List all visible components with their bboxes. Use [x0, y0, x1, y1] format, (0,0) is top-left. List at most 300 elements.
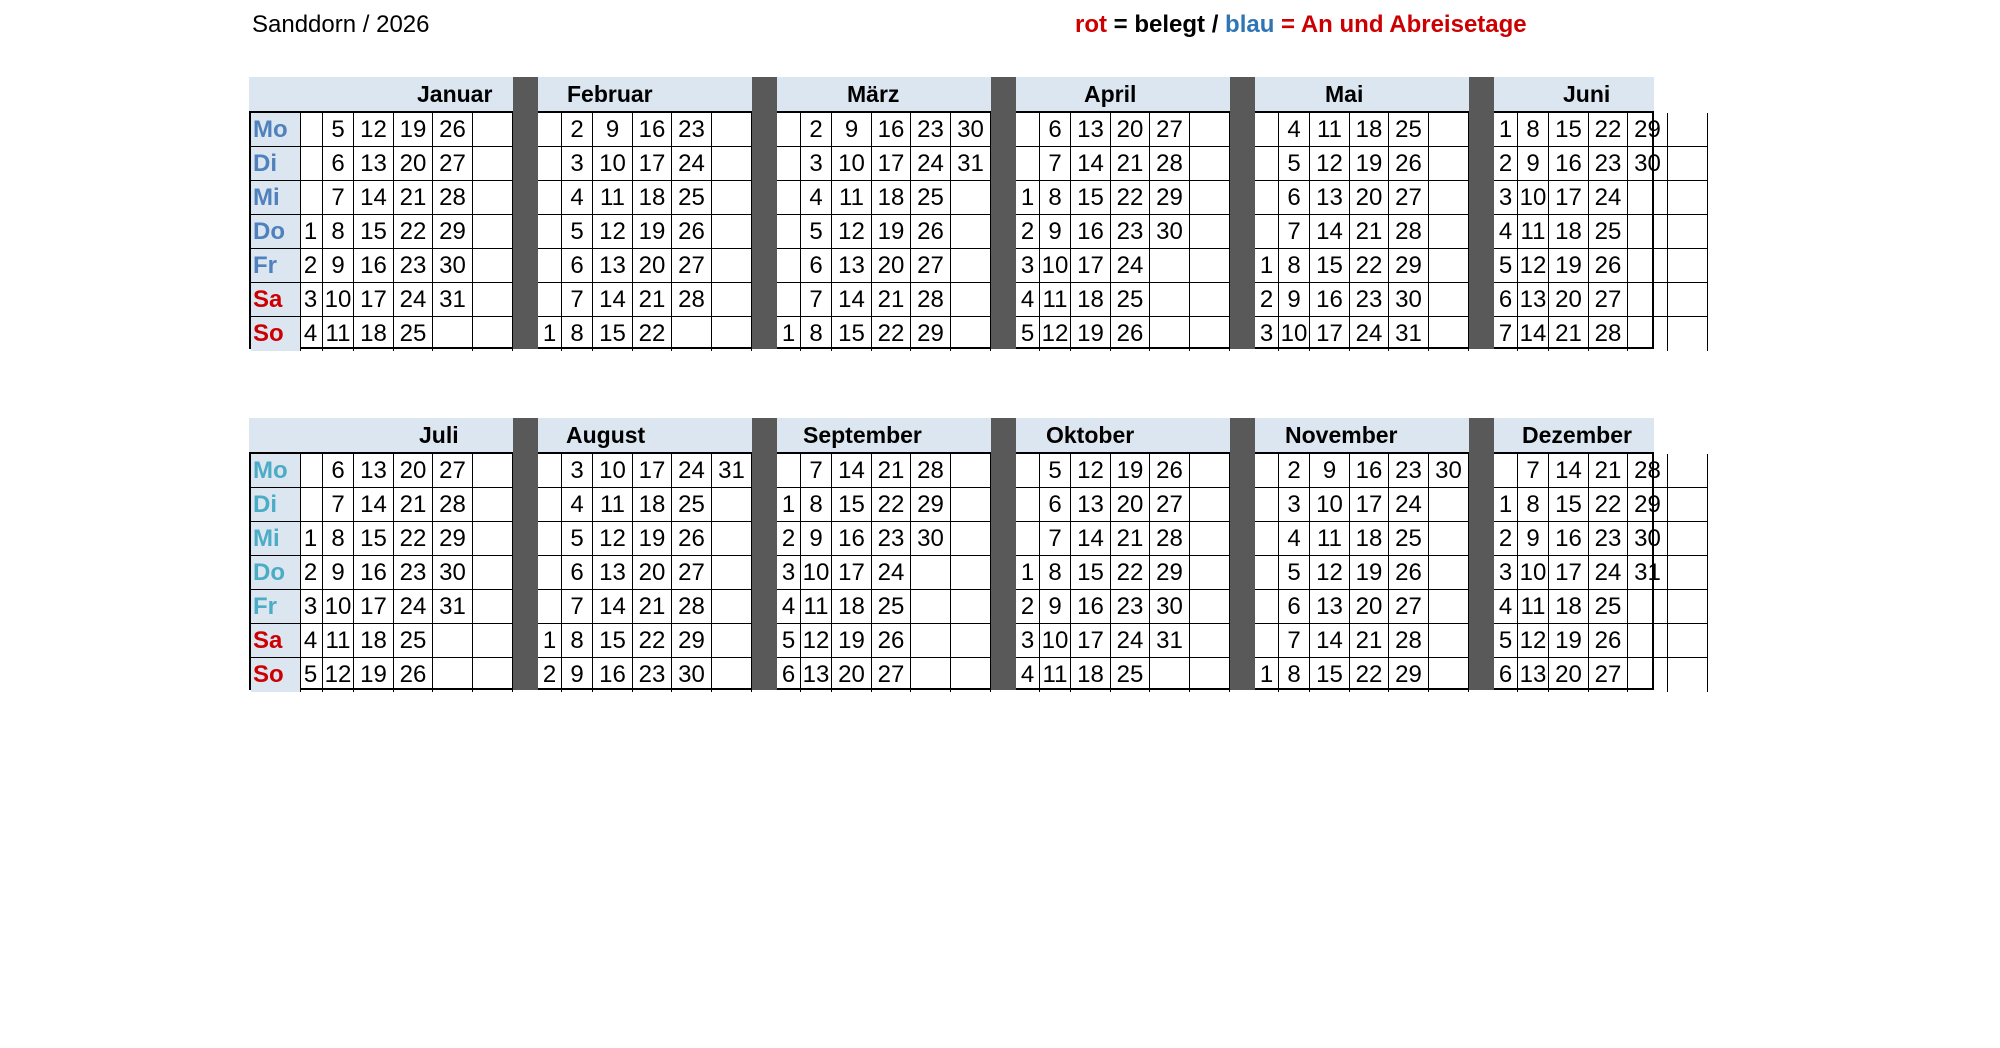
day-cell[interactable]: 5	[801, 215, 832, 249]
day-cell[interactable]	[1150, 658, 1190, 692]
day-cell[interactable]: 20	[1350, 590, 1389, 624]
day-cell[interactable]: 27	[1150, 488, 1190, 522]
day-cell[interactable]: 30	[1150, 215, 1190, 249]
day-cell[interactable]: 29	[433, 522, 473, 556]
day-cell[interactable]	[951, 658, 991, 692]
day-cell[interactable]: 31	[951, 147, 991, 181]
day-cell[interactable]: 29	[1389, 249, 1429, 283]
day-cell[interactable]: 15	[1310, 658, 1350, 692]
day-cell[interactable]: 28	[672, 590, 712, 624]
day-cell[interactable]: 6	[323, 147, 354, 181]
day-cell[interactable]: 25	[1389, 522, 1429, 556]
day-cell[interactable]: 24	[1389, 488, 1429, 522]
day-cell[interactable]	[1668, 488, 1708, 522]
day-cell[interactable]	[299, 147, 323, 181]
day-cell[interactable]: 12	[593, 215, 633, 249]
day-cell[interactable]: 4	[562, 181, 593, 215]
day-cell[interactable]	[473, 113, 513, 147]
day-cell[interactable]: 22	[1589, 113, 1628, 147]
day-cell[interactable]: 5	[1016, 317, 1040, 351]
day-cell[interactable]: 2	[1016, 215, 1040, 249]
day-cell[interactable]: 1	[1255, 249, 1279, 283]
day-cell[interactable]: 23	[1111, 215, 1150, 249]
day-cell[interactable]: 3	[1494, 556, 1518, 590]
day-cell[interactable]	[1429, 181, 1469, 215]
day-cell[interactable]: 8	[1518, 113, 1549, 147]
day-cell[interactable]: 13	[1071, 113, 1111, 147]
day-cell[interactable]: 27	[1589, 283, 1628, 317]
day-cell[interactable]: 10	[1040, 249, 1071, 283]
day-cell[interactable]: 13	[354, 147, 394, 181]
day-cell[interactable]	[911, 658, 951, 692]
day-cell[interactable]: 11	[1040, 658, 1071, 692]
day-cell[interactable]: 24	[672, 454, 712, 488]
day-cell[interactable]: 20	[832, 658, 872, 692]
day-cell[interactable]: 10	[1518, 181, 1549, 215]
day-cell[interactable]: 3	[1016, 249, 1040, 283]
day-cell[interactable]	[1668, 113, 1708, 147]
day-cell[interactable]	[473, 556, 513, 590]
day-cell[interactable]: 26	[872, 624, 911, 658]
day-cell[interactable]: 22	[394, 215, 433, 249]
day-cell[interactable]: 22	[1111, 556, 1150, 590]
day-cell[interactable]: 28	[911, 454, 951, 488]
day-cell[interactable]: 15	[354, 215, 394, 249]
day-cell[interactable]	[1255, 556, 1279, 590]
day-cell[interactable]: 31	[1150, 624, 1190, 658]
day-cell[interactable]: 19	[872, 215, 911, 249]
day-cell[interactable]: 4	[562, 488, 593, 522]
day-cell[interactable]: 18	[832, 590, 872, 624]
day-cell[interactable]	[1429, 317, 1469, 351]
day-cell[interactable]: 23	[1389, 454, 1429, 488]
day-cell[interactable]: 13	[354, 454, 394, 488]
day-cell[interactable]: 30	[951, 113, 991, 147]
day-cell[interactable]: 17	[633, 147, 672, 181]
day-cell[interactable]	[473, 488, 513, 522]
day-cell[interactable]	[951, 215, 991, 249]
day-cell[interactable]	[1628, 283, 1668, 317]
day-cell[interactable]: 19	[1111, 454, 1150, 488]
day-cell[interactable]: 2	[777, 522, 801, 556]
day-cell[interactable]	[1429, 624, 1469, 658]
day-cell[interactable]: 16	[1549, 522, 1589, 556]
day-cell[interactable]: 22	[872, 317, 911, 351]
day-cell[interactable]: 8	[323, 215, 354, 249]
day-cell[interactable]: 19	[1549, 624, 1589, 658]
day-cell[interactable]: 8	[562, 317, 593, 351]
day-cell[interactable]: 4	[1016, 658, 1040, 692]
day-cell[interactable]: 1	[1494, 113, 1518, 147]
day-cell[interactable]	[1255, 215, 1279, 249]
day-cell[interactable]: 28	[1628, 454, 1668, 488]
day-cell[interactable]: 1	[777, 488, 801, 522]
day-cell[interactable]: 28	[911, 283, 951, 317]
day-cell[interactable]	[1628, 317, 1668, 351]
day-cell[interactable]: 24	[394, 590, 433, 624]
day-cell[interactable]: 10	[323, 590, 354, 624]
day-cell[interactable]	[1190, 590, 1230, 624]
day-cell[interactable]: 18	[1071, 658, 1111, 692]
day-cell[interactable]: 8	[1279, 249, 1310, 283]
day-cell[interactable]: 26	[672, 522, 712, 556]
day-cell[interactable]: 15	[1071, 556, 1111, 590]
day-cell[interactable]: 20	[394, 454, 433, 488]
day-cell[interactable]: 11	[1040, 283, 1071, 317]
day-cell[interactable]: 7	[1279, 624, 1310, 658]
day-cell[interactable]: 21	[633, 283, 672, 317]
day-cell[interactable]: 9	[323, 556, 354, 590]
day-cell[interactable]: 25	[394, 317, 433, 351]
day-cell[interactable]	[951, 283, 991, 317]
day-cell[interactable]: 7	[801, 283, 832, 317]
day-cell[interactable]	[1016, 522, 1040, 556]
day-cell[interactable]: 23	[1111, 590, 1150, 624]
day-cell[interactable]: 27	[1389, 181, 1429, 215]
day-cell[interactable]	[1429, 522, 1469, 556]
day-cell[interactable]	[1255, 147, 1279, 181]
day-cell[interactable]: 3	[299, 590, 323, 624]
day-cell[interactable]: 11	[593, 181, 633, 215]
day-cell[interactable]: 13	[1071, 488, 1111, 522]
day-cell[interactable]: 26	[911, 215, 951, 249]
day-cell[interactable]: 17	[354, 283, 394, 317]
day-cell[interactable]: 8	[323, 522, 354, 556]
day-cell[interactable]: 25	[1589, 590, 1628, 624]
day-cell[interactable]: 20	[394, 147, 433, 181]
day-cell[interactable]: 26	[1389, 556, 1429, 590]
day-cell[interactable]: 15	[832, 317, 872, 351]
day-cell[interactable]: 25	[394, 624, 433, 658]
day-cell[interactable]	[1668, 590, 1708, 624]
day-cell[interactable]	[1429, 283, 1469, 317]
day-cell[interactable]: 14	[354, 181, 394, 215]
day-cell[interactable]: 7	[1040, 147, 1071, 181]
day-cell[interactable]	[1668, 522, 1708, 556]
day-cell[interactable]: 9	[1279, 283, 1310, 317]
day-cell[interactable]	[951, 522, 991, 556]
day-cell[interactable]: 9	[1040, 590, 1071, 624]
day-cell[interactable]	[1668, 215, 1708, 249]
day-cell[interactable]: 16	[1310, 283, 1350, 317]
day-cell[interactable]	[712, 215, 752, 249]
day-cell[interactable]: 3	[1494, 181, 1518, 215]
day-cell[interactable]: 23	[633, 658, 672, 692]
day-cell[interactable]: 19	[832, 624, 872, 658]
day-cell[interactable]	[1628, 181, 1668, 215]
day-cell[interactable]: 23	[672, 113, 712, 147]
day-cell[interactable]	[473, 590, 513, 624]
day-cell[interactable]: 24	[1111, 249, 1150, 283]
day-cell[interactable]: 7	[562, 590, 593, 624]
day-cell[interactable]: 16	[1350, 454, 1389, 488]
day-cell[interactable]	[1255, 590, 1279, 624]
day-cell[interactable]: 3	[801, 147, 832, 181]
day-cell[interactable]: 5	[562, 215, 593, 249]
day-cell[interactable]	[672, 317, 712, 351]
day-cell[interactable]: 20	[1350, 181, 1389, 215]
day-cell[interactable]: 12	[1518, 624, 1549, 658]
day-cell[interactable]: 20	[1549, 658, 1589, 692]
day-cell[interactable]: 25	[1589, 215, 1628, 249]
day-cell[interactable]: 12	[1071, 454, 1111, 488]
day-cell[interactable]: 28	[1150, 147, 1190, 181]
day-cell[interactable]: 13	[801, 658, 832, 692]
day-cell[interactable]: 26	[672, 215, 712, 249]
day-cell[interactable]: 28	[1589, 317, 1628, 351]
day-cell[interactable]	[473, 624, 513, 658]
day-cell[interactable]	[538, 454, 562, 488]
day-cell[interactable]: 1	[1016, 181, 1040, 215]
day-cell[interactable]: 18	[1350, 113, 1389, 147]
day-cell[interactable]: 4	[777, 590, 801, 624]
day-cell[interactable]: 14	[593, 283, 633, 317]
day-cell[interactable]: 19	[1350, 556, 1389, 590]
day-cell[interactable]: 2	[1494, 147, 1518, 181]
day-cell[interactable]	[777, 113, 801, 147]
day-cell[interactable]: 13	[832, 249, 872, 283]
day-cell[interactable]: 27	[433, 454, 473, 488]
day-cell[interactable]: 21	[633, 590, 672, 624]
day-cell[interactable]	[1255, 488, 1279, 522]
day-cell[interactable]: 16	[872, 113, 911, 147]
day-cell[interactable]: 15	[354, 522, 394, 556]
day-cell[interactable]: 30	[1429, 454, 1469, 488]
day-cell[interactable]: 19	[1350, 147, 1389, 181]
day-cell[interactable]: 30	[433, 249, 473, 283]
day-cell[interactable]: 14	[354, 488, 394, 522]
day-cell[interactable]: 26	[1589, 249, 1628, 283]
day-cell[interactable]: 30	[672, 658, 712, 692]
day-cell[interactable]: 21	[1111, 522, 1150, 556]
day-cell[interactable]	[1429, 215, 1469, 249]
day-cell[interactable]	[951, 454, 991, 488]
day-cell[interactable]: 3	[1279, 488, 1310, 522]
day-cell[interactable]: 3	[299, 283, 323, 317]
day-cell[interactable]: 9	[1040, 215, 1071, 249]
day-cell[interactable]	[1628, 249, 1668, 283]
day-cell[interactable]: 15	[593, 624, 633, 658]
day-cell[interactable]: 6	[1494, 283, 1518, 317]
day-cell[interactable]: 20	[633, 249, 672, 283]
day-cell[interactable]: 10	[593, 147, 633, 181]
day-cell[interactable]: 21	[872, 454, 911, 488]
day-cell[interactable]	[538, 249, 562, 283]
day-cell[interactable]	[1429, 590, 1469, 624]
day-cell[interactable]	[1190, 249, 1230, 283]
day-cell[interactable]: 25	[672, 488, 712, 522]
day-cell[interactable]: 9	[593, 113, 633, 147]
day-cell[interactable]: 23	[911, 113, 951, 147]
day-cell[interactable]	[911, 556, 951, 590]
day-cell[interactable]: 25	[1389, 113, 1429, 147]
day-cell[interactable]: 5	[1040, 454, 1071, 488]
day-cell[interactable]: 14	[593, 590, 633, 624]
day-cell[interactable]: 2	[299, 249, 323, 283]
day-cell[interactable]: 7	[1518, 454, 1549, 488]
day-cell[interactable]: 14	[1549, 454, 1589, 488]
day-cell[interactable]: 24	[394, 283, 433, 317]
day-cell[interactable]: 9	[323, 249, 354, 283]
day-cell[interactable]: 1	[777, 317, 801, 351]
day-cell[interactable]: 8	[1040, 181, 1071, 215]
day-cell[interactable]: 11	[1518, 590, 1549, 624]
day-cell[interactable]	[1190, 283, 1230, 317]
day-cell[interactable]: 22	[1350, 658, 1389, 692]
day-cell[interactable]	[1016, 488, 1040, 522]
day-cell[interactable]: 15	[593, 317, 633, 351]
day-cell[interactable]: 29	[1150, 181, 1190, 215]
day-cell[interactable]: 4	[1016, 283, 1040, 317]
day-cell[interactable]	[299, 488, 323, 522]
day-cell[interactable]: 6	[1040, 113, 1071, 147]
day-cell[interactable]: 31	[1628, 556, 1668, 590]
day-cell[interactable]: 13	[593, 249, 633, 283]
day-cell[interactable]	[777, 454, 801, 488]
day-cell[interactable]	[712, 488, 752, 522]
day-cell[interactable]: 16	[1071, 215, 1111, 249]
day-cell[interactable]: 26	[1111, 317, 1150, 351]
day-cell[interactable]: 17	[1310, 317, 1350, 351]
day-cell[interactable]	[712, 556, 752, 590]
day-cell[interactable]: 30	[433, 556, 473, 590]
day-cell[interactable]: 19	[633, 215, 672, 249]
day-cell[interactable]: 22	[394, 522, 433, 556]
day-cell[interactable]: 28	[1389, 215, 1429, 249]
day-cell[interactable]	[1190, 113, 1230, 147]
day-cell[interactable]	[1016, 113, 1040, 147]
day-cell[interactable]: 2	[1255, 283, 1279, 317]
day-cell[interactable]: 3	[1016, 624, 1040, 658]
day-cell[interactable]: 20	[1111, 488, 1150, 522]
day-cell[interactable]	[1255, 454, 1279, 488]
day-cell[interactable]: 23	[1350, 283, 1389, 317]
day-cell[interactable]: 20	[1111, 113, 1150, 147]
day-cell[interactable]	[1190, 488, 1230, 522]
day-cell[interactable]: 2	[1279, 454, 1310, 488]
day-cell[interactable]	[538, 283, 562, 317]
day-cell[interactable]: 25	[872, 590, 911, 624]
day-cell[interactable]	[1628, 624, 1668, 658]
day-cell[interactable]: 26	[433, 113, 473, 147]
day-cell[interactable]: 2	[538, 658, 562, 692]
day-cell[interactable]	[473, 658, 513, 692]
day-cell[interactable]: 9	[1518, 522, 1549, 556]
day-cell[interactable]: 21	[872, 283, 911, 317]
day-cell[interactable]	[1668, 658, 1708, 692]
day-cell[interactable]: 5	[299, 658, 323, 692]
day-cell[interactable]: 9	[562, 658, 593, 692]
day-cell[interactable]	[433, 317, 473, 351]
day-cell[interactable]: 29	[1389, 658, 1429, 692]
day-cell[interactable]: 17	[1071, 624, 1111, 658]
day-cell[interactable]: 29	[672, 624, 712, 658]
day-cell[interactable]: 7	[1494, 317, 1518, 351]
day-cell[interactable]	[1190, 147, 1230, 181]
day-cell[interactable]	[777, 215, 801, 249]
day-cell[interactable]: 22	[1350, 249, 1389, 283]
day-cell[interactable]	[712, 317, 752, 351]
day-cell[interactable]: 24	[1350, 317, 1389, 351]
day-cell[interactable]: 18	[1350, 522, 1389, 556]
day-cell[interactable]	[1429, 147, 1469, 181]
day-cell[interactable]: 29	[911, 488, 951, 522]
day-cell[interactable]: 21	[394, 488, 433, 522]
day-cell[interactable]	[473, 181, 513, 215]
day-cell[interactable]: 10	[1518, 556, 1549, 590]
day-cell[interactable]	[433, 624, 473, 658]
day-cell[interactable]: 27	[1389, 590, 1429, 624]
day-cell[interactable]	[299, 113, 323, 147]
day-cell[interactable]	[1255, 181, 1279, 215]
day-cell[interactable]	[712, 522, 752, 556]
day-cell[interactable]: 8	[1518, 488, 1549, 522]
day-cell[interactable]: 30	[1628, 522, 1668, 556]
day-cell[interactable]	[1190, 522, 1230, 556]
day-cell[interactable]	[1150, 317, 1190, 351]
day-cell[interactable]: 18	[354, 624, 394, 658]
day-cell[interactable]: 10	[1040, 624, 1071, 658]
day-cell[interactable]: 8	[1040, 556, 1071, 590]
day-cell[interactable]	[1429, 249, 1469, 283]
day-cell[interactable]: 27	[911, 249, 951, 283]
day-cell[interactable]	[1255, 522, 1279, 556]
day-cell[interactable]: 6	[323, 454, 354, 488]
day-cell[interactable]: 2	[1016, 590, 1040, 624]
day-cell[interactable]: 7	[323, 181, 354, 215]
day-cell[interactable]: 21	[1111, 147, 1150, 181]
day-cell[interactable]	[538, 556, 562, 590]
day-cell[interactable]: 29	[1628, 488, 1668, 522]
day-cell[interactable]: 21	[1350, 624, 1389, 658]
day-cell[interactable]: 4	[801, 181, 832, 215]
day-cell[interactable]: 26	[394, 658, 433, 692]
day-cell[interactable]	[299, 181, 323, 215]
day-cell[interactable]: 29	[433, 215, 473, 249]
day-cell[interactable]: 1	[538, 317, 562, 351]
day-cell[interactable]	[712, 181, 752, 215]
day-cell[interactable]: 23	[394, 249, 433, 283]
day-cell[interactable]	[1628, 590, 1668, 624]
day-cell[interactable]: 5	[323, 113, 354, 147]
day-cell[interactable]: 12	[354, 113, 394, 147]
day-cell[interactable]	[1190, 181, 1230, 215]
day-cell[interactable]	[1190, 556, 1230, 590]
day-cell[interactable]: 24	[872, 556, 911, 590]
day-cell[interactable]: 20	[633, 556, 672, 590]
day-cell[interactable]	[1668, 454, 1708, 488]
day-cell[interactable]: 17	[354, 590, 394, 624]
day-cell[interactable]: 5	[562, 522, 593, 556]
day-cell[interactable]: 18	[633, 181, 672, 215]
day-cell[interactable]: 6	[801, 249, 832, 283]
day-cell[interactable]: 17	[872, 147, 911, 181]
day-cell[interactable]: 1	[538, 624, 562, 658]
day-cell[interactable]: 19	[1071, 317, 1111, 351]
day-cell[interactable]: 22	[633, 317, 672, 351]
day-cell[interactable]: 13	[1310, 590, 1350, 624]
day-cell[interactable]	[1190, 624, 1230, 658]
day-cell[interactable]: 24	[1111, 624, 1150, 658]
day-cell[interactable]: 28	[672, 283, 712, 317]
day-cell[interactable]: 9	[801, 522, 832, 556]
day-cell[interactable]	[538, 181, 562, 215]
day-cell[interactable]: 2	[1494, 522, 1518, 556]
day-cell[interactable]: 23	[1589, 147, 1628, 181]
day-cell[interactable]: 4	[299, 317, 323, 351]
day-cell[interactable]: 15	[1549, 113, 1589, 147]
day-cell[interactable]	[538, 147, 562, 181]
